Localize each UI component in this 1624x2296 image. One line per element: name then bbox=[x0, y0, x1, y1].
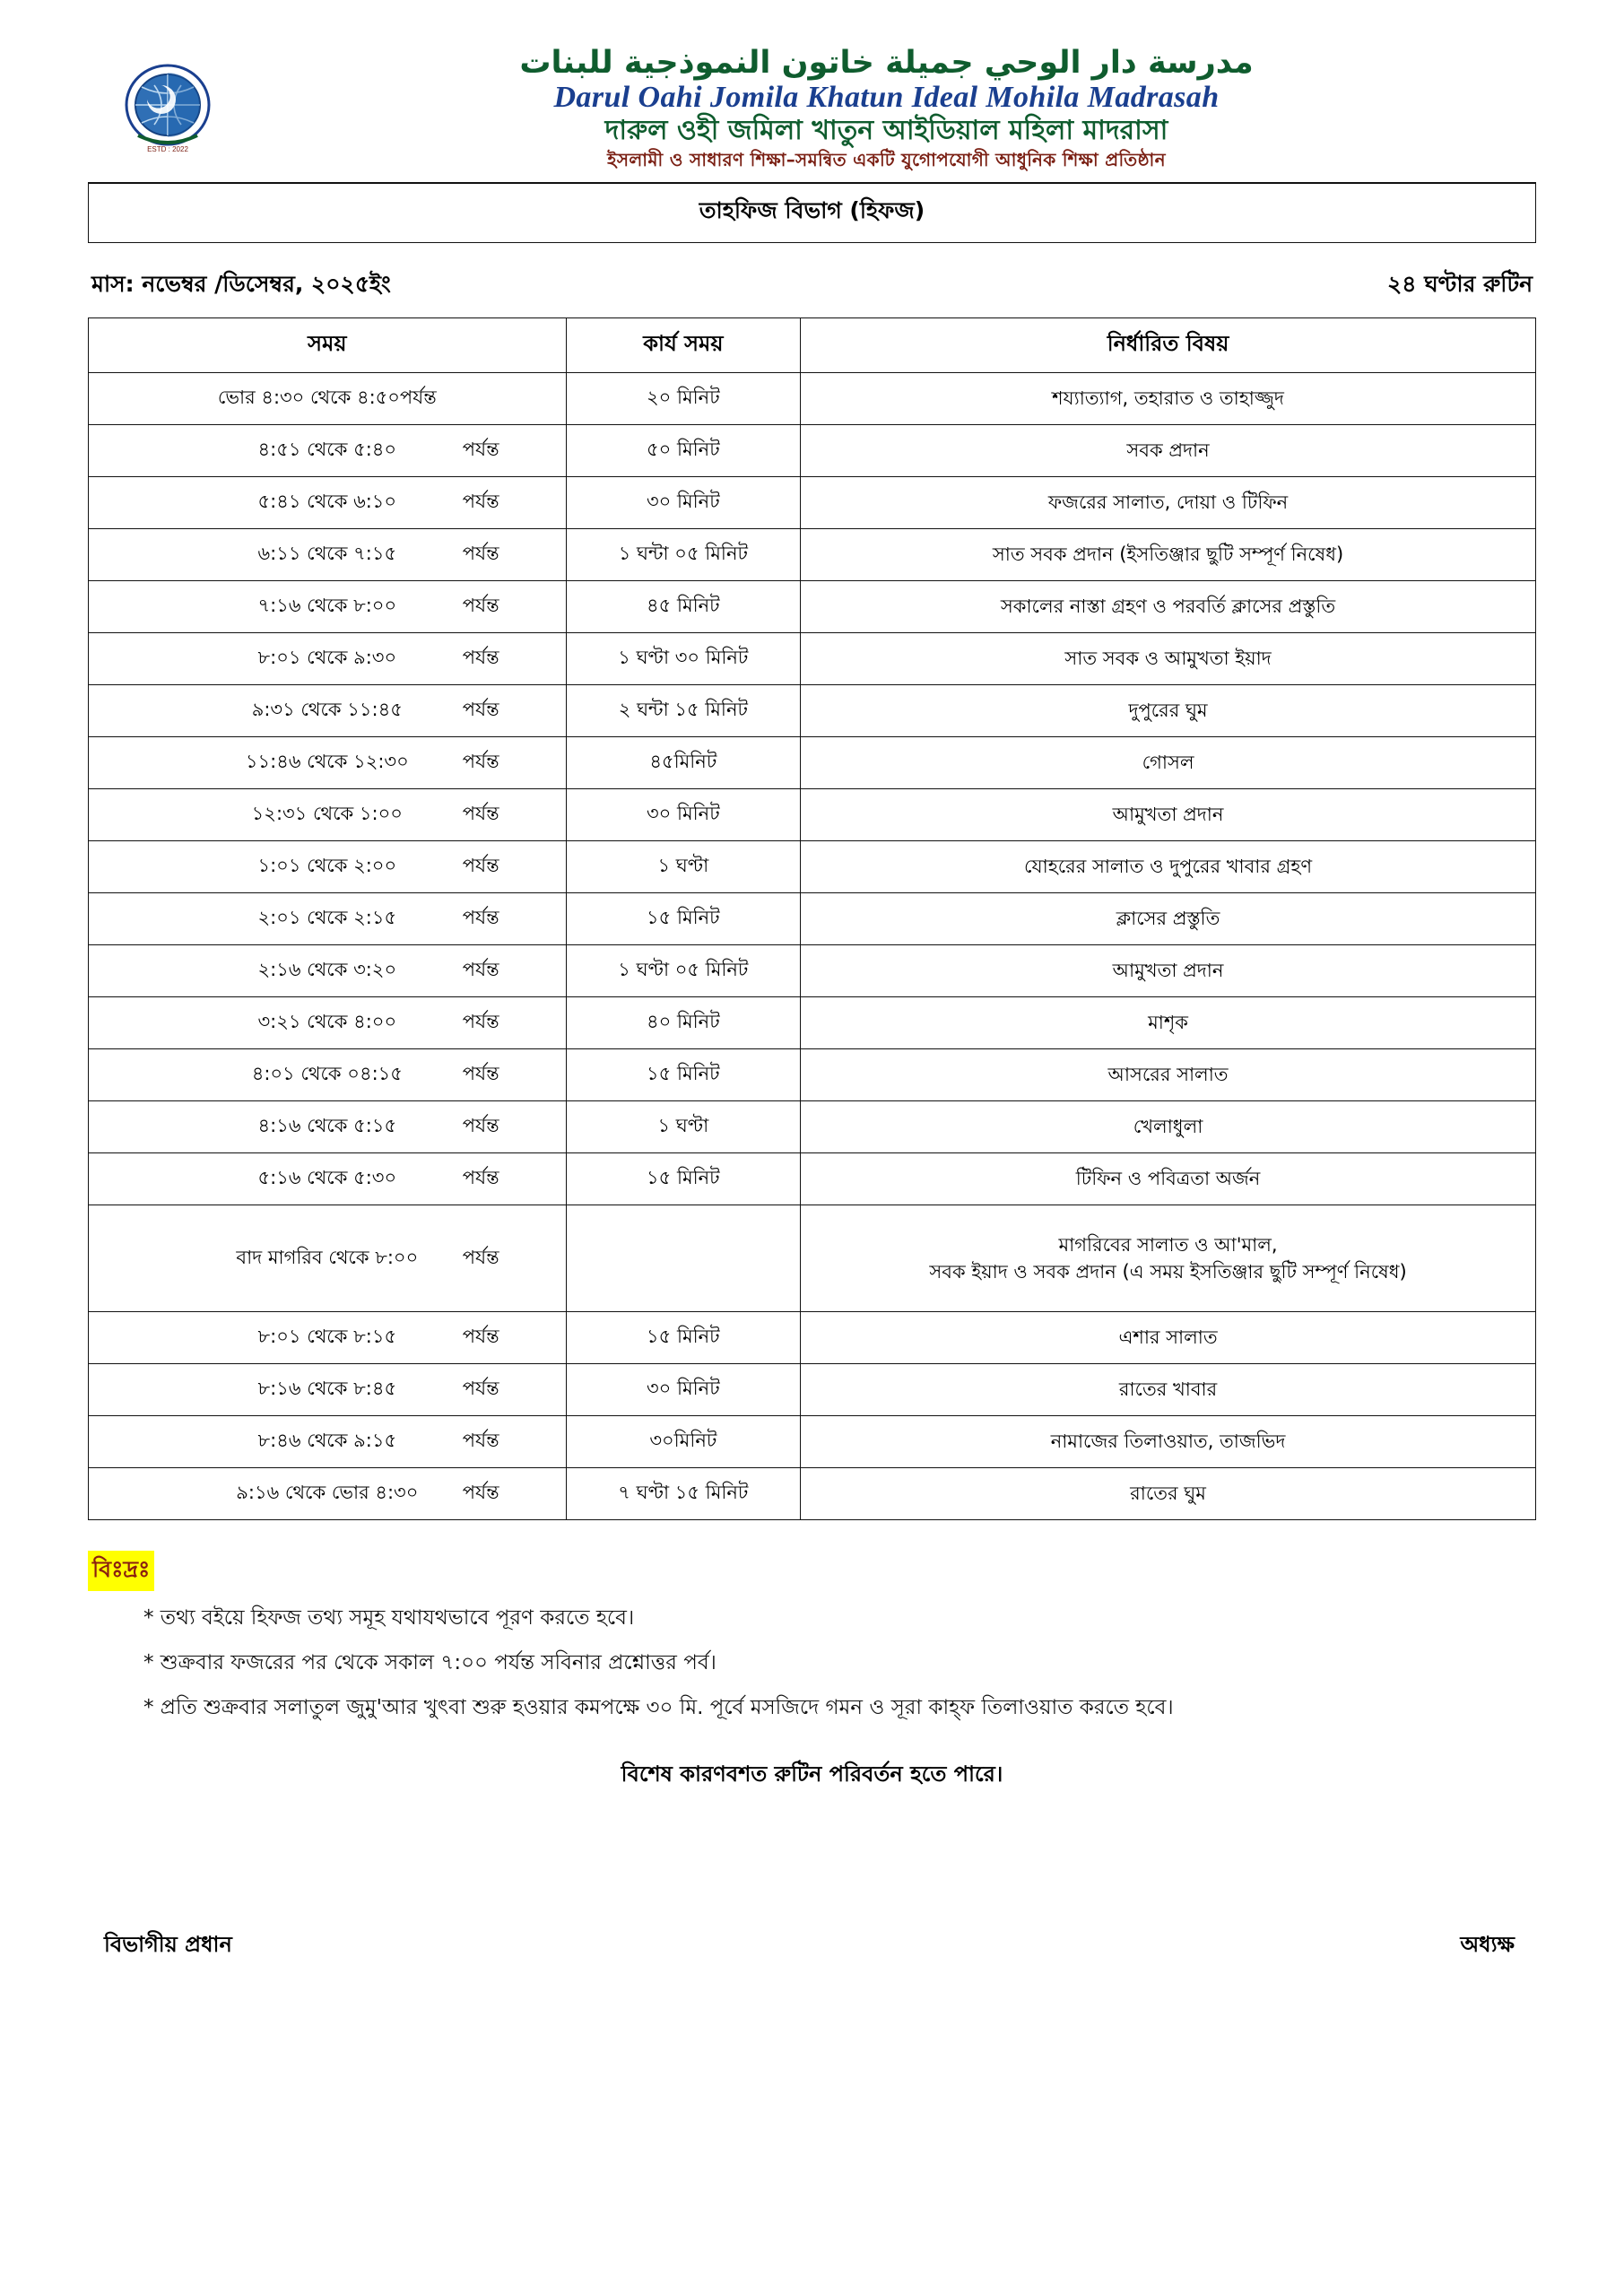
cell-subject: এশার সালাত bbox=[801, 1312, 1536, 1364]
cell-time bbox=[89, 581, 567, 633]
cell-time bbox=[89, 373, 567, 425]
table-row bbox=[89, 1416, 1536, 1468]
cell-duration: ৩০ মিনিট bbox=[566, 477, 800, 529]
time-suffix-text: পর্যন্ত bbox=[462, 1246, 499, 1268]
cell-subject: সবক প্রদান bbox=[801, 425, 1536, 477]
table-row bbox=[89, 529, 1536, 581]
cell-time bbox=[89, 685, 567, 737]
time-suffix-text: পর্যন্ত bbox=[462, 803, 499, 825]
time-text: ৪:১৬ থেকে ৫:১৫ bbox=[257, 1115, 397, 1137]
time-text: ৭:১৬ থেকে ৮:০০ bbox=[257, 595, 397, 617]
time-suffix-text: পর্যন্ত bbox=[462, 543, 499, 565]
tagline: ইসলামী ও সাধারণ শিক্ষা–সমন্বিত একটি যুগোপযোগী আধুনিক শিক্ষা প্রতিষ্ঠান bbox=[607, 148, 1166, 170]
table-row bbox=[89, 1468, 1536, 1520]
time-suffix-text: পর্যন্ত bbox=[462, 699, 499, 721]
time-suffix-text: পর্যন্ত bbox=[462, 1167, 499, 1189]
time-text: বাদ মাগরিব থেকে ৮:০০ bbox=[236, 1246, 419, 1268]
time-suffix-text: পর্যন্ত bbox=[462, 855, 499, 877]
table-row bbox=[89, 789, 1536, 841]
cell-time bbox=[89, 1416, 567, 1468]
cell-duration: ২০ মিনিট bbox=[566, 373, 800, 425]
cell-time bbox=[89, 789, 567, 841]
cell-subject: নামাজের তিলাওয়াত, তাজভিদ bbox=[801, 1416, 1536, 1468]
cell-duration: ১ ঘন্টা ০৫ মিনিট bbox=[566, 529, 800, 581]
cell-duration: ১৫ মিনিট bbox=[566, 1312, 800, 1364]
cell-subject: যোহরের সালাত ও দুপুরের খাবার গ্রহণ bbox=[801, 841, 1536, 893]
table-row bbox=[89, 1312, 1536, 1364]
table-row bbox=[89, 633, 1536, 685]
note-item: * তথ্য বইয়ে হিফজ তথ্য সমূহ যথাযথভাবে পূরণ করতে হবে। bbox=[143, 1606, 635, 1631]
time-suffix-text: পর্যন্ত bbox=[462, 1115, 499, 1137]
time-suffix-text: পর্যন্ত bbox=[462, 1430, 499, 1452]
cell-time bbox=[89, 1205, 567, 1312]
cell-time bbox=[89, 945, 567, 997]
table-row bbox=[89, 1049, 1536, 1101]
table-row bbox=[89, 1205, 1536, 1312]
cell-time bbox=[89, 477, 567, 529]
cell-subject: সাত সবক ও আমুখতা ইয়াদ bbox=[801, 633, 1536, 685]
time-text: ৮:০১ থেকে ৯:৩০ bbox=[257, 647, 397, 669]
time-text: ৫:৪১ থেকে ৬:১০ bbox=[257, 491, 397, 513]
column-header-time: সময় bbox=[89, 318, 567, 373]
notes-section bbox=[88, 1551, 1536, 1794]
time-text: ৯:৩১ থেকে ১১:৪৫ bbox=[251, 699, 403, 721]
cell-subject: মাগরিবের সালাত ও আ'মাল, সবক ইয়াদ ও সবক প্রদান (এ সময় ইসতিঞ্জার ছুটি সম্পূর্ণ নিষেধ) bbox=[801, 1205, 1536, 1312]
time-text: ২:০১ থেকে ২:১৫ bbox=[257, 907, 397, 929]
cell-duration: ১৫ মিনিট bbox=[566, 1153, 800, 1205]
cell-time bbox=[89, 1049, 567, 1101]
cell-time bbox=[89, 737, 567, 789]
table-row bbox=[89, 1101, 1536, 1153]
table-row bbox=[89, 373, 1536, 425]
time-text: ১২:৩১ থেকে ১:০০ bbox=[251, 803, 403, 825]
signature-right: অধ্যক্ষ bbox=[1460, 1932, 1515, 1958]
arabic-title: مدرسة دار الوحي جميلة خاتون النموذجية للبنات bbox=[519, 45, 1254, 81]
cell-time bbox=[89, 1101, 567, 1153]
notes-title: বিঃদ্রঃ bbox=[88, 1551, 154, 1591]
cell-time bbox=[89, 425, 567, 477]
cell-duration: ৪৫ মিনিট bbox=[566, 581, 800, 633]
time-text: ৮:০১ থেকে ৮:১৫ bbox=[257, 1326, 397, 1348]
time-text: ৮:৪৬ থেকে ৯:১৫ bbox=[257, 1430, 397, 1452]
time-suffix-text: পর্যন্ত bbox=[462, 491, 499, 513]
english-title: Darul Oahi Jomila Khatun Ideal Mohila Madrasah bbox=[553, 81, 1220, 115]
time-text: ৪:৫১ থেকে ৫:৪০ bbox=[257, 439, 397, 461]
time-text: ৬:১১ থেকে ৭:১৫ bbox=[257, 543, 397, 565]
cell-time bbox=[89, 893, 567, 945]
table-row bbox=[89, 685, 1536, 737]
table-header-row bbox=[89, 318, 1536, 373]
cell-duration: ১৫ মিনিট bbox=[566, 1049, 800, 1101]
cell-subject: সকালের নাস্তা গ্রহণ ও পরবর্তি ক্লাসের প্রস্তুতি bbox=[801, 581, 1536, 633]
table-row bbox=[89, 1364, 1536, 1416]
time-suffix-text: পর্যন্ত bbox=[462, 907, 499, 929]
cell-subject: শয্যাত্যাগ, তহারাত ও তাহাজ্জুদ bbox=[801, 373, 1536, 425]
cell-subject: রাতের খাবার bbox=[801, 1364, 1536, 1416]
cell-time bbox=[89, 841, 567, 893]
time-suffix-text: পর্যন্ত bbox=[462, 1378, 499, 1400]
cell-duration: ১ ঘণ্টা bbox=[566, 841, 800, 893]
table-row bbox=[89, 841, 1536, 893]
table-row bbox=[89, 893, 1536, 945]
note-item: * শুক্রবার ফজরের পর থেকে সকাল ৭:০০ পর্যন্ত সবিনার প্রশ্নোত্তর পর্ব। bbox=[143, 1651, 716, 1675]
time-suffix-text: পর্যন্ত bbox=[462, 1326, 499, 1348]
time-text: ৩:২১ থেকে ৪:০০ bbox=[257, 1011, 397, 1033]
routine-label: ২৪ ঘণ্টার রুটিন bbox=[1387, 271, 1533, 298]
time-suffix-text: পর্যন্ত bbox=[462, 595, 499, 617]
special-note: বিশেষ কারণবশত রুটিন পরিবর্তন হতে পারে। bbox=[621, 1761, 1003, 1787]
svg-text:ESTD : 2022: ESTD : 2022 bbox=[147, 144, 188, 153]
cell-subject: খেলাধুলা bbox=[801, 1101, 1536, 1153]
cell-duration: ৪০ মিনিট bbox=[566, 997, 800, 1049]
letterhead bbox=[88, 47, 1536, 175]
cell-duration: ১ ঘণ্টা bbox=[566, 1101, 800, 1153]
cell-time bbox=[89, 1312, 567, 1364]
cell-subject: ফজরের সালাত, দোয়া ও টিফিন bbox=[801, 477, 1536, 529]
time-suffix-text: পর্যন্ত bbox=[462, 1063, 499, 1085]
time-text: ৯:১৬ থেকে ভোর ৪:৩০ bbox=[236, 1482, 419, 1504]
time-suffix-text: পর্যন্ত bbox=[462, 1482, 499, 1504]
cell-subject: গোসল bbox=[801, 737, 1536, 789]
bangla-title: দারুল ওহী জমিলা খাতুন আইডিয়াল মহিলা মাদরাসা bbox=[604, 115, 1168, 147]
signature-left: বিভাগীয় প্রধান bbox=[104, 1932, 232, 1958]
note-item: * প্রতি শুক্রবার সলাতুল জুমু'আর খুৎবা শুরু হওয়ার কমপক্ষে ৩০ মি. পূর্বে মসজিদে গমন ও সূরা কাহ্ফ তিলাওয়াত করতে হবে। bbox=[143, 1696, 1174, 1720]
cell-subject: আসরের সালাত bbox=[801, 1049, 1536, 1101]
cell-time bbox=[89, 997, 567, 1049]
column-header-duration: কার্য সময় bbox=[566, 318, 800, 373]
table-row bbox=[89, 425, 1536, 477]
cell-duration bbox=[566, 1205, 800, 1312]
time-suffix-text: পর্যন্ত bbox=[462, 439, 499, 461]
time-suffix-text: পর্যন্ত bbox=[462, 751, 499, 773]
table-row bbox=[89, 477, 1536, 529]
column-header-subject: নির্ধারিত বিষয় bbox=[801, 318, 1536, 373]
cell-duration: ১ ঘণ্টা ০৫ মিনিট bbox=[566, 945, 800, 997]
time-text: ৮:১৬ থেকে ৮:৪৫ bbox=[257, 1378, 397, 1400]
cell-duration: ৩০ মিনিট bbox=[566, 789, 800, 841]
cell-time bbox=[89, 633, 567, 685]
cell-time bbox=[89, 529, 567, 581]
cell-duration: ২ ঘন্টা ১৫ মিনিট bbox=[566, 685, 800, 737]
cell-subject: টিফিন ও পবিত্রতা অর্জন bbox=[801, 1153, 1536, 1205]
cell-subject: ক্লাসের প্রস্তুতি bbox=[801, 893, 1536, 945]
cell-duration: ৭ ঘণ্টা ১৫ মিনিট bbox=[566, 1468, 800, 1520]
time-text: ১:০১ থেকে ২:০০ bbox=[257, 855, 397, 877]
table-row bbox=[89, 1153, 1536, 1205]
cell-subject: আমুখতা প্রদান bbox=[801, 945, 1536, 997]
table-row bbox=[89, 945, 1536, 997]
cell-duration: ৩০ মিনিট bbox=[566, 1364, 800, 1416]
cell-subject: আমুখতা প্রদান bbox=[801, 789, 1536, 841]
cell-time bbox=[89, 1468, 567, 1520]
table-row bbox=[89, 581, 1536, 633]
cell-subject: সাত সবক প্রদান (ইসতিঞ্জার ছুটি সম্পূর্ণ নিষেধ) bbox=[801, 529, 1536, 581]
meta-row bbox=[91, 266, 1533, 305]
routine-table bbox=[88, 317, 1536, 1520]
cell-subject: রাতের ঘুম bbox=[801, 1468, 1536, 1520]
time-suffix-text: পর্যন্ত bbox=[462, 647, 499, 669]
month-label: মাস: নভেম্বর /ডিসেম্বর, ২০২৫ইং bbox=[91, 271, 391, 298]
time-text: ১১:৪৬ থেকে ১২:৩০ bbox=[245, 751, 409, 773]
time-text: ভোর ৪:৩০ থেকে ৪:৫০পর্যন্ত bbox=[217, 387, 437, 409]
cell-time bbox=[89, 1153, 567, 1205]
time-text: ২:১৬ থেকে ৩:২০ bbox=[257, 959, 397, 981]
cell-subject: দুপুরের ঘুম bbox=[801, 685, 1536, 737]
cell-duration: ৪৫মিনিট bbox=[566, 737, 800, 789]
cell-subject: মাশৃক bbox=[801, 997, 1536, 1049]
cell-time bbox=[89, 1364, 567, 1416]
signature-row bbox=[88, 1928, 1536, 1964]
institution-logo-icon bbox=[115, 58, 221, 159]
cell-duration: ৩০মিনিট bbox=[566, 1416, 800, 1468]
time-text: ৫:১৬ থেকে ৫:৩০ bbox=[257, 1167, 397, 1189]
department-band: তাহফিজ বিভাগ (হিফজ) bbox=[88, 184, 1536, 243]
cell-duration: ১৫ মিনিট bbox=[566, 893, 800, 945]
cell-duration: ৫০ মিনিট bbox=[566, 425, 800, 477]
cell-duration: ১ ঘণ্টা ৩০ মিনিট bbox=[566, 633, 800, 685]
table-row bbox=[89, 737, 1536, 789]
time-suffix-text: পর্যন্ত bbox=[462, 1011, 499, 1033]
table-row bbox=[89, 997, 1536, 1049]
time-suffix-text: পর্যন্ত bbox=[462, 959, 499, 981]
time-text: ৪:০১ থেকে ০৪:১৫ bbox=[251, 1063, 403, 1085]
